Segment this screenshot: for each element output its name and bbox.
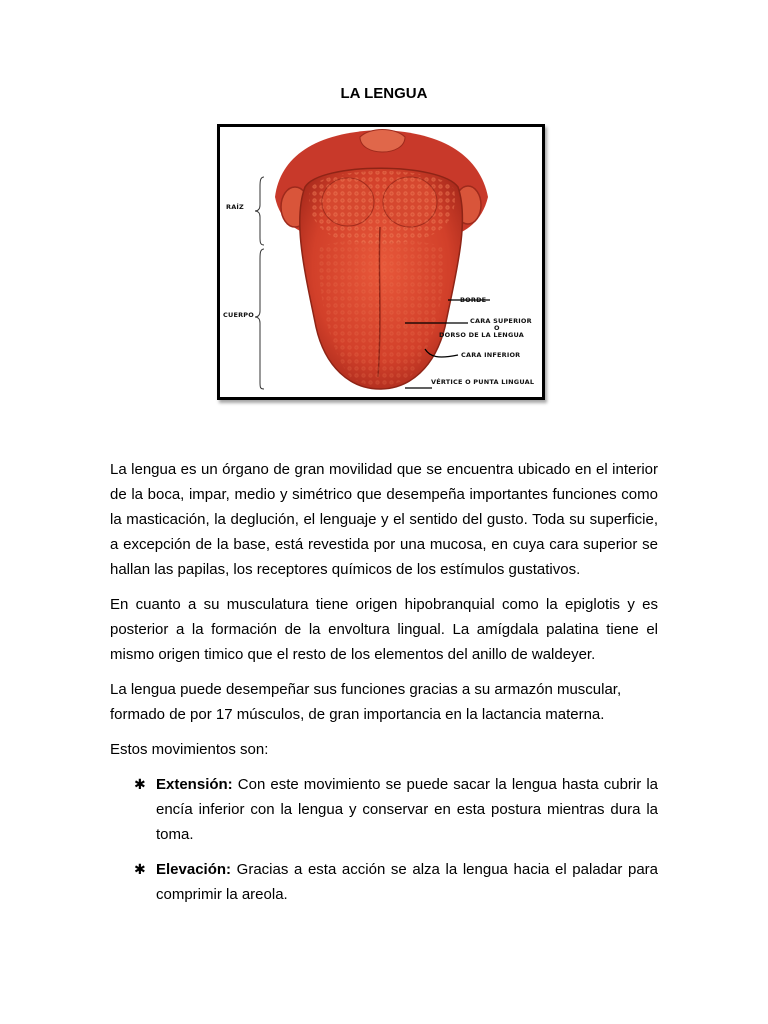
paragraph-musculature: En cuanto a su musculatura tiene origen hipobranquial como la epiglotis y es posterior a la formación de la envoltura lingual. La amígdala palatina tiene el mismo origen timico que el resto de los elementos del anillo de waldeyer.	[110, 596, 658, 663]
tongue-anatomy-figure	[217, 124, 545, 400]
label-raiz: RAÍZ	[226, 203, 244, 211]
movement-description: Gracias a esta acción se alza la lengua hacia el paladar para comprimir la areola.	[156, 861, 658, 903]
list-item	[110, 772, 658, 847]
label-cuerpo: CUERPO	[223, 311, 254, 319]
body-text	[110, 457, 658, 917]
movement-description: Con este movimiento se puede sacar la lengua hasta cubrir la encía inferior con la lengua y conservar en esta postura mientras dura la toma.	[156, 776, 658, 843]
label-cara-superior: CARA SUPERIOR	[470, 317, 532, 325]
label-cara-inferior: CARA INFERIOR	[461, 351, 521, 359]
page-title: LA LENGUA	[340, 85, 428, 102]
movements-list	[110, 772, 658, 907]
asterisk-bullet-icon: ✱	[134, 861, 146, 877]
movement-term: Elevación:	[156, 861, 232, 878]
label-vertice: VÉRTICE O PUNTA LINGUAL	[431, 378, 535, 386]
label-o: O	[494, 324, 500, 332]
paragraph-movements-intro: Estos movimientos son:	[110, 741, 269, 758]
movement-term: Extensión:	[156, 776, 233, 793]
paragraph-functions: La lengua puede desempeñar sus funciones gracias a su armazón muscular, formado de por 17 músculos, de gran importancia en la lactancia materna.	[110, 681, 622, 723]
paragraph-intro: La lengua es un órgano de gran movilidad que se encuentra ubicado en el interior de la boca, impar, medio y simétrico que desempeña importantes funciones como la masticación, la deglución, el lenguaje y el sentido del gusto. Toda su superficie, a excepción de la base, está revestida por una mucosa, en cuya cara superior se hallan las papilas, los receptores químicos de los estímulos gustativos.	[110, 461, 658, 578]
label-borde: BORDE	[460, 296, 487, 304]
list-item	[110, 857, 658, 907]
label-dorso: DORSO DE LA LENGUA	[439, 331, 524, 339]
asterisk-bullet-icon: ✱	[134, 776, 146, 792]
